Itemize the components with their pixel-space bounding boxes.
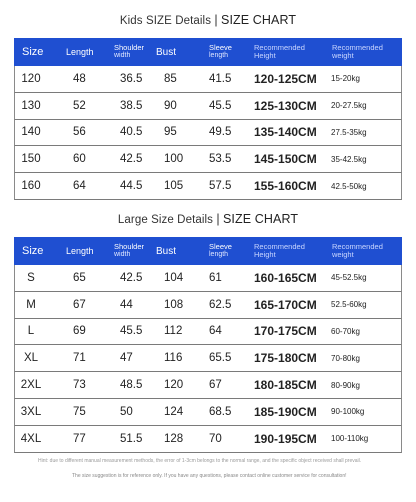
header-weight (330, 243, 402, 259)
header-weight (330, 44, 402, 60)
table-row (14, 292, 402, 319)
cell-height: 180-185CM (254, 378, 317, 393)
header-bust: Bust (156, 46, 177, 58)
header-shoulder-label: Shoulder (114, 242, 145, 251)
cell-length: 52 (73, 99, 86, 112)
cell-length: 75 (73, 405, 86, 418)
cell-length: 48 (73, 72, 86, 85)
cell-weight: 45-52.5kg (331, 273, 367, 283)
kids-table-header (14, 38, 402, 66)
cell-height: 185-190CM (254, 404, 317, 419)
cell-size: 140 (21, 126, 41, 139)
header-length: Length (66, 246, 94, 256)
cell-shoulder: 40.5 (120, 126, 143, 139)
table-row (14, 426, 402, 453)
cell-length: 73 (73, 379, 86, 392)
cell-sleeve: 62.5 (209, 298, 232, 311)
cell-shoulder: 50 (120, 405, 133, 418)
cell-bust: 100 (164, 153, 184, 166)
cell-bust: 105 (164, 180, 184, 193)
kids-size-table (14, 38, 402, 200)
cell-sleeve: 41.5 (209, 72, 232, 85)
cell-height: 165-170CM (254, 297, 317, 312)
cell-bust: 85 (164, 72, 177, 85)
cell-weight: 100-110kg (331, 434, 369, 444)
cell-size: L (27, 325, 35, 338)
table-row (14, 372, 402, 399)
cell-weight: 52.5-60kg (331, 300, 367, 310)
cell-size: 130 (21, 99, 41, 112)
cell-size: 4XL (20, 432, 42, 445)
table-row (14, 173, 402, 200)
cell-size: XL (23, 352, 39, 365)
table-row (14, 399, 402, 426)
cell-weight: 60-70kg (331, 326, 360, 336)
kids-section-title (0, 13, 416, 27)
cell-size: 3XL (20, 405, 42, 418)
cell-shoulder: 36.5 (120, 72, 143, 85)
large-size-table (14, 237, 402, 453)
cell-sleeve: 57.5 (209, 180, 232, 193)
cell-size: 150 (21, 153, 41, 166)
header-height (250, 243, 330, 259)
header-shoulder (104, 243, 156, 259)
cell-size: S (27, 271, 35, 284)
cell-sleeve: 45.5 (209, 99, 232, 112)
table-row (14, 146, 402, 173)
cell-height: 135-140CM (254, 125, 317, 140)
table-row (14, 319, 402, 346)
cell-length: 71 (73, 352, 86, 365)
cell-size: 2XL (20, 379, 42, 392)
cell-sleeve: 49.5 (209, 126, 232, 139)
cell-weight: 42.5-50kg (331, 181, 367, 191)
cell-bust: 120 (164, 379, 184, 392)
cell-length: 67 (73, 298, 86, 311)
measurement-note: Hint: due to different manual measurement methods, the error of 1-3cm belongs to the normal range, and the specific object received shall prevail. (38, 458, 362, 464)
cell-size: M (26, 298, 36, 311)
header-sleeve (192, 243, 250, 259)
cell-sleeve: 67 (209, 379, 222, 392)
cell-height: 155-160CM (254, 179, 317, 194)
cell-bust: 112 (164, 325, 183, 338)
header-height (250, 44, 330, 60)
header-sleeve-sub: length (209, 251, 229, 258)
header-sleeve-label: Sleeve (209, 43, 232, 52)
header-weight-label: Recommended (332, 43, 383, 52)
header-height-label: Recommended (254, 242, 305, 251)
cell-sleeve: 70 (209, 432, 222, 445)
cell-height: 170-175CM (254, 324, 317, 339)
cell-height: 190-195CM (254, 431, 317, 446)
cell-bust: 104 (164, 271, 184, 284)
header-shoulder-label: Shoulder (114, 43, 145, 52)
cell-length: 64 (73, 180, 86, 193)
cell-weight: 80-90kg (331, 380, 360, 390)
cell-bust: 95 (164, 126, 177, 139)
cell-shoulder: 47 (120, 352, 133, 365)
header-sleeve-sub: length (209, 52, 229, 59)
cell-length: 65 (73, 271, 86, 284)
cell-sleeve: 65.5 (209, 352, 232, 365)
cell-sleeve: 53.5 (209, 153, 232, 166)
header-bust: Bust (156, 245, 177, 257)
cell-weight: 20-27.5kg (331, 101, 367, 111)
cell-shoulder: 42.5 (120, 153, 143, 166)
cell-weight: 70-80kg (331, 353, 360, 363)
cell-shoulder: 51.5 (120, 432, 143, 445)
cell-length: 77 (73, 432, 86, 445)
cell-weight: 27.5-35kg (331, 127, 367, 137)
cell-bust: 108 (164, 298, 184, 311)
cell-length: 69 (73, 325, 86, 338)
table-row (14, 265, 402, 292)
cell-shoulder: 48.5 (120, 379, 143, 392)
cell-size: 120 (21, 72, 41, 85)
cell-height: 145-150CM (254, 152, 317, 167)
large-title-left: Large Size Details (117, 214, 214, 226)
cell-height: 160-165CM (254, 270, 317, 285)
cell-shoulder: 44.5 (120, 180, 143, 193)
cell-height: 125-130CM (254, 98, 317, 113)
cell-sleeve: 68.5 (209, 405, 232, 418)
kids-title-separator: | (214, 13, 218, 27)
cell-shoulder: 44 (120, 298, 133, 311)
large-title-separator: | (216, 212, 220, 226)
cell-weight: 15-20kg (331, 74, 360, 84)
large-table-header (14, 237, 402, 265)
cell-shoulder: 45.5 (120, 325, 143, 338)
header-height-sub: Height (254, 250, 276, 259)
cell-size: 160 (21, 180, 41, 193)
header-shoulder-sub: width (114, 52, 131, 59)
cell-weight: 35-42.5kg (331, 154, 367, 164)
header-weight-label: Recommended (332, 242, 383, 251)
table-row (14, 345, 402, 372)
large-title-right: SIZE CHART (223, 212, 299, 226)
header-height-label: Recommended (254, 43, 305, 52)
cell-height: 120-125CM (254, 71, 317, 86)
table-row (14, 66, 402, 93)
header-sleeve (192, 44, 250, 60)
header-shoulder-sub: width (114, 251, 131, 258)
kids-title-left: Kids SIZE Details (119, 15, 212, 27)
cell-weight: 90-100kg (331, 407, 365, 417)
table-row (14, 120, 402, 147)
cell-length: 56 (73, 126, 86, 139)
header-weight-sub: weight (332, 250, 354, 259)
header-size: Size (22, 45, 44, 58)
cell-bust: 90 (164, 99, 177, 112)
cell-sleeve: 61 (209, 271, 222, 284)
header-sleeve-label: Sleeve (209, 242, 232, 251)
cell-bust: 124 (164, 405, 184, 418)
cell-height: 175-180CM (254, 351, 317, 366)
header-size: Size (22, 244, 44, 257)
large-section-title (0, 212, 416, 226)
header-height-sub: Height (254, 51, 276, 60)
cell-shoulder: 38.5 (120, 99, 143, 112)
header-weight-sub: weight (332, 51, 354, 60)
kids-title-right: SIZE CHART (221, 13, 297, 27)
cell-bust: 128 (164, 432, 184, 445)
cell-shoulder: 42.5 (120, 271, 143, 284)
table-row (14, 93, 402, 120)
cell-sleeve: 64 (209, 325, 222, 338)
header-length: Length (66, 47, 94, 57)
cell-length: 60 (73, 153, 86, 166)
header-shoulder (104, 44, 156, 60)
cell-bust: 116 (164, 352, 183, 365)
reference-note: The size suggestion is for reference only. If you have any questions, please contact online customer service for consultation! (72, 473, 347, 479)
